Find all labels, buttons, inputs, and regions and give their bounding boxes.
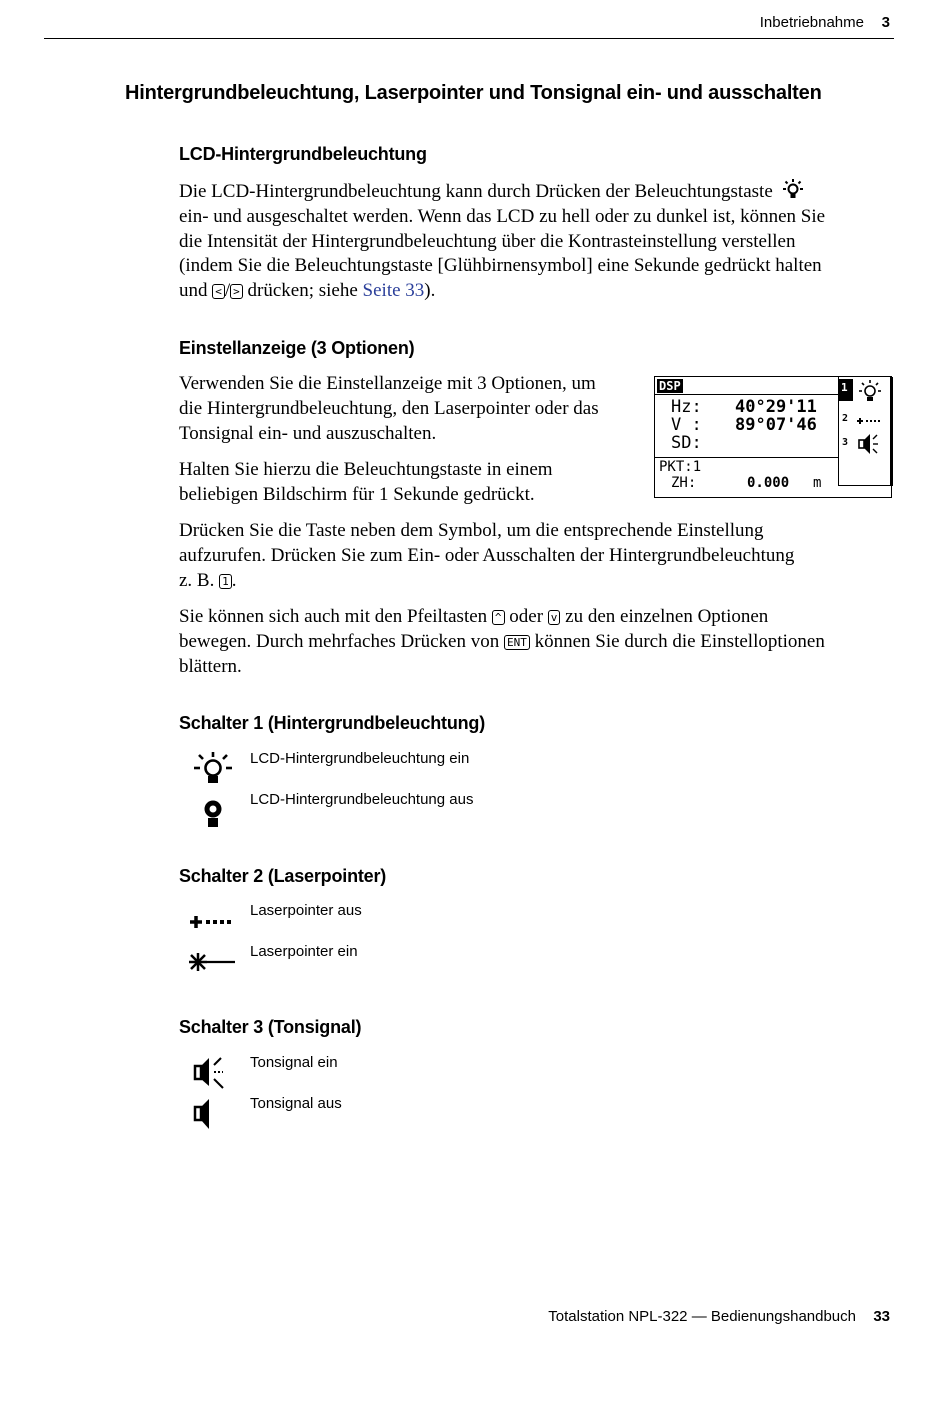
- right-arrow-key: >: [230, 284, 243, 299]
- switch2-off-label: Laserpointer aus: [250, 902, 362, 919]
- lightbulb-on-icon: [182, 748, 242, 788]
- lcd-row-hz-value: 40°29'11: [735, 397, 817, 417]
- options-paragraph-1: [179, 372, 599, 446]
- options-p2-line2: beliebigen Bildschirm für 1 Sekunde gedrückt.: [179, 483, 535, 505]
- header-chapter-number: 3: [881, 14, 890, 31]
- lcd-divider-bottom: [655, 457, 839, 458]
- speaker-on-icon: [182, 1052, 242, 1092]
- options-p3-period: .: [231, 569, 237, 591]
- options-p4-line1-b: oder: [509, 606, 544, 627]
- options-p4-line2-b: können Sie durch die Einstelloptionen: [534, 630, 825, 652]
- ent-key: ENT: [504, 635, 530, 650]
- lcd-para-line4: (indem Sie die Beleuchtungstaste [Glühbirnensymbol] eine Sekunde gedrückt halten: [179, 255, 822, 277]
- options-p1-line3: Tonsignal ein- und auszuschalten.: [179, 422, 437, 444]
- lightbulb-off-icon: [182, 792, 242, 832]
- switch3-on-label: Tonsignal ein: [250, 1054, 338, 1071]
- lcd-row-sd-label: SD:: [671, 433, 702, 453]
- key-separator: /: [224, 280, 231, 302]
- switch3-off-label: Tonsignal aus: [250, 1095, 342, 1112]
- options-paragraph-3: [179, 519, 899, 593]
- switch2-title: Schalter 2 (Laserpointer): [179, 866, 387, 886]
- switch1-off-label: LCD-Hintergrundbeleuchtung aus: [250, 791, 474, 808]
- lcd-laser-icon: [855, 415, 885, 427]
- lcd-section-title: LCD-Hintergrundbeleuchtung: [179, 144, 427, 164]
- options-p1-line1: Verwenden Sie die Einstellanzeige mit 3 Optionen, um: [179, 373, 596, 394]
- options-paragraph-4: [179, 605, 899, 679]
- backlight-key-icon: [781, 178, 805, 202]
- lcd-para-line5-end: ).: [424, 280, 436, 302]
- lcd-option-3-number: 3: [842, 437, 849, 448]
- switch2-on-label: Laserpointer ein: [250, 943, 358, 960]
- options-p2-line1: Halten Sie hierzu die Beleuchtungstaste in einem: [179, 459, 553, 480]
- lcd-section-paragraph: [179, 178, 899, 304]
- lcd-backlight-icon: [856, 379, 884, 403]
- lcd-para-line5-start: und: [179, 280, 208, 302]
- options-p4-line1-c: zu den einzelnen Optionen: [565, 606, 769, 627]
- lcd-para-line3: die Intensität der Hintergrundbeleuchtung über die Kontrasteinstellung verstellen: [179, 230, 796, 252]
- lcd-speaker-icon: [856, 431, 884, 457]
- laser-on-icon: [182, 942, 242, 982]
- options-p3-line3: z. B.: [179, 569, 215, 591]
- footer-title: Totalstation NPL-322 — Bedienungshandbuch: [548, 1308, 856, 1325]
- lcd-para-line5-mid: drücken; siehe: [247, 280, 358, 302]
- lcd-pkt: PKT:1: [659, 459, 702, 475]
- lcd-zh-unit: m: [813, 475, 822, 491]
- lcd-zh-label: ZH:: [671, 475, 697, 491]
- up-arrow-key: ^: [492, 610, 505, 625]
- options-p4-line1-a: Sie können sich auch mit den Pfeiltasten: [179, 606, 488, 627]
- lcd-settings-screen: [654, 376, 892, 498]
- lcd-row-v-label: V :: [671, 415, 702, 435]
- switch3-title: Schalter 3 (Tonsignal): [179, 1017, 362, 1037]
- lcd-para-line1: Die LCD-Hintergrundbeleuchtung kann durch Drücken der Beleuchtungstaste: [179, 181, 773, 202]
- lcd-zh-value: 0.000: [747, 475, 790, 491]
- left-arrow-key: <: [212, 284, 225, 299]
- key-1: 1: [219, 574, 232, 589]
- switch1-on-label: LCD-Hintergrundbeleuchtung ein: [250, 750, 470, 767]
- options-p1-line2: die Hintergrundbeleuchtung, den Laserpointer oder das: [179, 397, 599, 419]
- header-rule: [44, 38, 894, 39]
- options-section-title: Einstellanzeige (3 Optionen): [179, 338, 415, 358]
- lcd-row-hz-label: Hz:: [671, 397, 702, 417]
- header-chapter-title: Inbetriebnahme: [759, 14, 864, 31]
- lcd-para-line2: ein- und ausgeschaltet werden. Wenn das LCD zu hell oder zu dunkel ist, können Sie: [179, 205, 826, 227]
- lcd-option-panel: [838, 377, 893, 486]
- page-link[interactable]: Seite 33: [362, 280, 425, 302]
- lcd-tab-dsp: DSP: [659, 379, 681, 393]
- options-p3-line2: aufzurufen. Drücken Sie zum Ein- oder Ausschalten der Hintergrundbeleuchtung: [179, 544, 795, 566]
- switch1-title: Schalter 1 (Hintergrundbeleuchtung): [179, 713, 486, 733]
- down-arrow-key: v: [548, 610, 561, 625]
- section-heading: Hintergrundbeleuchtung, Laserpointer und Tonsignal ein- und ausschalten: [125, 82, 822, 104]
- lcd-row-v-value: 89°07'46: [735, 415, 817, 435]
- options-p3-line1: Drücken Sie die Taste neben dem Symbol, um die entsprechende Einstellung: [179, 520, 764, 541]
- options-p4-line3: blättern.: [179, 655, 242, 677]
- lcd-divider-top: [655, 394, 839, 395]
- options-paragraph-2: [179, 458, 553, 508]
- lcd-option-1-number: 1: [841, 381, 848, 394]
- footer-page-number: 33: [873, 1308, 890, 1325]
- speaker-off-icon: [182, 1094, 242, 1134]
- laser-off-icon: [182, 902, 242, 942]
- options-p4-line2-a: bewegen. Durch mehrfaches Drücken von: [179, 630, 500, 652]
- lcd-option-2-number: 2: [842, 413, 849, 424]
